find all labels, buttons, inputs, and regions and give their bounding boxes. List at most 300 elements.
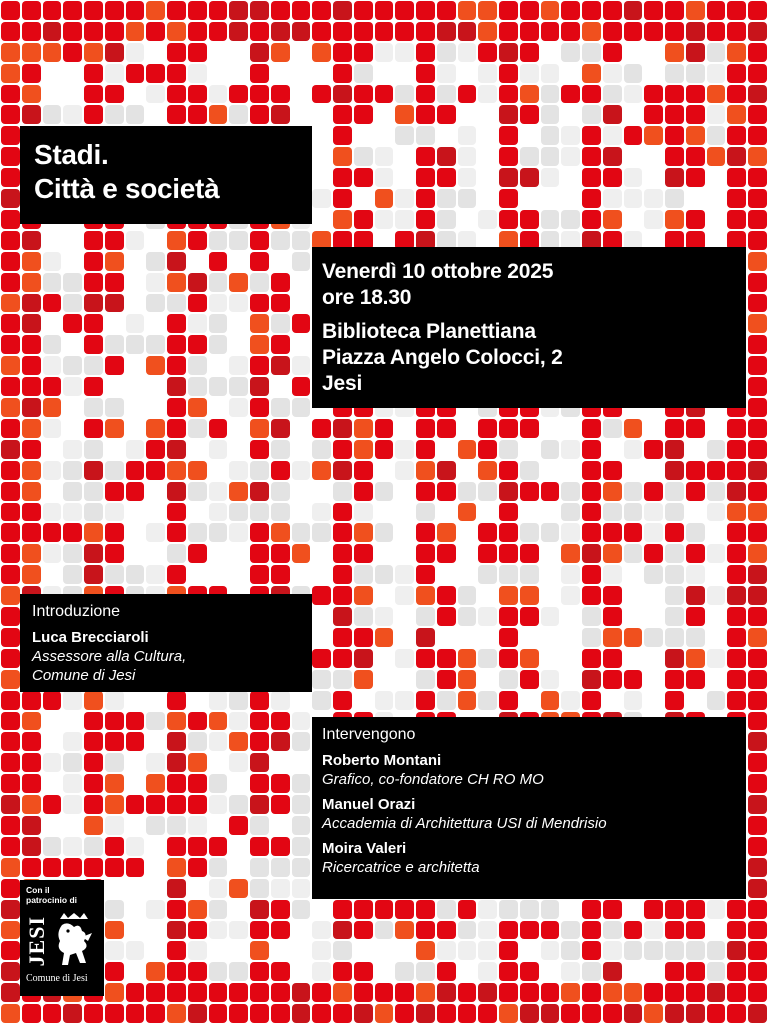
- mosaic-tile: [271, 482, 290, 501]
- mosaic-tile: [1, 921, 20, 940]
- mosaic-tile: [624, 628, 643, 647]
- mosaic-tile: [375, 503, 394, 522]
- mosaic-tile: [333, 126, 352, 145]
- mosaic-tile: [437, 565, 456, 584]
- mosaic-tile: [354, 649, 373, 668]
- mosaic-tile: [458, 983, 477, 1002]
- mosaic-tile: [437, 670, 456, 689]
- mosaic-tile: [271, 64, 290, 83]
- mosaic-tile: [126, 544, 145, 563]
- mosaic-tile: [478, 941, 497, 960]
- mosaic-tile: [686, 628, 705, 647]
- mosaic-tile: [644, 900, 663, 919]
- mosaic-tile: [416, 523, 435, 542]
- mosaic-tile: [22, 398, 41, 417]
- mosaic-tile: [541, 523, 560, 542]
- mosaic-tile: [748, 962, 767, 981]
- mosaic-tile: [375, 210, 394, 229]
- mosaic-tile: [271, 712, 290, 731]
- mosaic-tile: [84, 482, 103, 501]
- mosaic-tile: [727, 962, 746, 981]
- mosaic-tile: [292, 85, 311, 104]
- mosaic-tile: [1, 774, 20, 793]
- mosaic-tile: [292, 837, 311, 856]
- mosaic-tile: [312, 523, 331, 542]
- mosaic-tile: [271, 85, 290, 104]
- mosaic-tile: [541, 983, 560, 1002]
- mosaic-tile: [748, 231, 767, 250]
- mosaic-tile: [541, 1, 560, 20]
- mosaic-tile: [375, 440, 394, 459]
- mosaic-tile: [686, 691, 705, 710]
- mosaic-tile: [665, 105, 684, 124]
- mosaic-tile: [707, 64, 726, 83]
- mosaic-tile: [126, 565, 145, 584]
- mosaic-tile: [146, 231, 165, 250]
- mosaic-tile: [146, 85, 165, 104]
- mosaic-tile: [375, 43, 394, 62]
- mosaic-tile: [43, 1, 62, 20]
- mosaic-tile: [63, 43, 82, 62]
- mosaic-tile: [707, 691, 726, 710]
- mosaic-tile: [188, 482, 207, 501]
- mosaic-tile: [167, 503, 186, 522]
- mosaic-tile: [333, 168, 352, 187]
- mosaic-tile: [748, 43, 767, 62]
- mosaic-tile: [22, 544, 41, 563]
- mosaic-tile: [250, 273, 269, 292]
- mosaic-tile: [624, 64, 643, 83]
- mosaic-tile: [665, 64, 684, 83]
- mosaic-tile: [437, 503, 456, 522]
- speaker-role: Ricercatrice e architetta: [322, 859, 480, 876]
- mosaic-tile: [499, 670, 518, 689]
- mosaic-tile: [250, 419, 269, 438]
- mosaic-tile: [333, 147, 352, 166]
- mosaic-tile: [375, 921, 394, 940]
- mosaic-tile: [644, 962, 663, 981]
- mosaic-tile: [292, 1004, 311, 1023]
- mosaic-tile: [478, 85, 497, 104]
- mosaic-tile: [561, 941, 580, 960]
- mosaic-tile: [727, 983, 746, 1002]
- mosaic-tile: [354, 628, 373, 647]
- mosaic-tile: [561, 210, 580, 229]
- mosaic-tile: [478, 900, 497, 919]
- mosaic-tile: [603, 105, 622, 124]
- mosaic-tile: [748, 168, 767, 187]
- intro-role-line-2: Comune di Jesi: [32, 667, 136, 684]
- mosaic-tile: [458, 544, 477, 563]
- mosaic-tile: [395, 64, 414, 83]
- mosaic-tile: [748, 147, 767, 166]
- mosaic-tile: [229, 356, 248, 375]
- mosaic-tile: [458, 43, 477, 62]
- mosaic-tile: [354, 523, 373, 542]
- mosaic-tile: [126, 983, 145, 1002]
- mosaic-tile: [416, 1, 435, 20]
- mosaic-tile: [727, 64, 746, 83]
- mosaic-tile: [416, 22, 435, 41]
- mosaic-tile: [22, 858, 41, 877]
- speaker-item: [322, 839, 736, 877]
- mosaic-tile: [727, 419, 746, 438]
- mosaic-tile: [271, 544, 290, 563]
- mosaic-tile: [603, 147, 622, 166]
- mosaic-tile: [727, 523, 746, 542]
- mosaic-tile: [520, 523, 539, 542]
- mosaic-tile: [582, 482, 601, 501]
- mosaic-tile: [126, 774, 145, 793]
- mosaic-tile: [458, 607, 477, 626]
- mosaic-tile: [437, 64, 456, 83]
- mosaic-tile: [209, 105, 228, 124]
- mosaic-tile: [727, 189, 746, 208]
- mosaic-tile: [312, 105, 331, 124]
- mosaic-tile: [561, 670, 580, 689]
- mosaic-tile: [603, 189, 622, 208]
- mosaic-tile: [22, 356, 41, 375]
- mosaic-tile: [561, 900, 580, 919]
- mosaic-tile: [499, 607, 518, 626]
- mosaic-tile: [437, 482, 456, 501]
- mosaic-tile: [478, 544, 497, 563]
- mosaic-tile: [478, 670, 497, 689]
- mosaic-tile: [167, 900, 186, 919]
- mosaic-tile: [707, 900, 726, 919]
- event-time: ore 18.30: [322, 286, 412, 309]
- mosaic-tile: [271, 356, 290, 375]
- mosaic-tile: [84, 503, 103, 522]
- mosaic-tile: [375, 523, 394, 542]
- mosaic-tile: [22, 105, 41, 124]
- mosaic-tile: [209, 64, 228, 83]
- mosaic-tile: [250, 440, 269, 459]
- mosaic-tile: [748, 795, 767, 814]
- mosaic-tile: [167, 22, 186, 41]
- mosaic-tile: [748, 858, 767, 877]
- mosaic-tile: [458, 189, 477, 208]
- mosaic-tile: [63, 544, 82, 563]
- mosaic-tile: [209, 43, 228, 62]
- mosaic-tile: [395, 461, 414, 480]
- mosaic-tile: [188, 440, 207, 459]
- mosaic-tile: [686, 126, 705, 145]
- mosaic-tile: [188, 294, 207, 313]
- mosaic-tile: [229, 503, 248, 522]
- mosaic-tile: [748, 377, 767, 396]
- mosaic-tile: [520, 607, 539, 626]
- mosaic-tile: [395, 147, 414, 166]
- mosaic-tile: [333, 649, 352, 668]
- mosaic-tile: [333, 1004, 352, 1023]
- mosaic-tile: [188, 419, 207, 438]
- mosaic-tile: [541, 126, 560, 145]
- mosaic-tile: [292, 1, 311, 20]
- mosaic-tile: [84, 523, 103, 542]
- mosaic-tile: [63, 22, 82, 41]
- mosaic-tile: [520, 126, 539, 145]
- mosaic-tile: [541, 43, 560, 62]
- mosaic-tile: [146, 440, 165, 459]
- mosaic-tile: [1, 607, 20, 626]
- title-panel: [20, 126, 312, 224]
- mosaic-tile: [209, 900, 228, 919]
- mosaic-tile: [416, 941, 435, 960]
- mosaic-tile: [105, 565, 124, 584]
- mosaic-tile: [354, 983, 373, 1002]
- mosaic-tile: [748, 544, 767, 563]
- mosaic-tile: [146, 983, 165, 1002]
- mosaic-tile: [22, 523, 41, 542]
- mosaic-tile: [105, 774, 124, 793]
- mosaic-tile: [229, 43, 248, 62]
- mosaic-tile: [188, 837, 207, 856]
- mosaic-tile: [541, 921, 560, 940]
- mosaic-tile: [188, 565, 207, 584]
- mosaic-tile: [63, 273, 82, 292]
- mosaic-tile: [478, 105, 497, 124]
- mosaic-tile: [1, 419, 20, 438]
- mosaic-tile: [333, 105, 352, 124]
- mosaic-tile: [271, 900, 290, 919]
- introduction-panel: [20, 594, 312, 692]
- mosaic-tile: [22, 461, 41, 480]
- mosaic-tile: [686, 544, 705, 563]
- mosaic-tile: [43, 774, 62, 793]
- mosaic-tile: [582, 419, 601, 438]
- mosaic-tile: [416, 440, 435, 459]
- mosaic-tile: [229, 105, 248, 124]
- mosaic-tile: [292, 398, 311, 417]
- mosaic-tile: [126, 858, 145, 877]
- mosaic-tile: [333, 1, 352, 20]
- mosaic-tile: [437, 440, 456, 459]
- mosaic-tile: [603, 126, 622, 145]
- mosaic-tile: [1, 732, 20, 751]
- mosaic-tile: [582, 607, 601, 626]
- mosaic-tile: [603, 85, 622, 104]
- mosaic-tile: [354, 147, 373, 166]
- mosaic-tile: [395, 482, 414, 501]
- mosaic-tile: [146, 900, 165, 919]
- mosaic-tile: [561, 147, 580, 166]
- mosaic-tile: [292, 795, 311, 814]
- mosaic-tile: [188, 900, 207, 919]
- mosaic-tile: [167, 858, 186, 877]
- mosaic-tile: [478, 189, 497, 208]
- mosaic-tile: [126, 753, 145, 772]
- mosaic-tile: [707, 649, 726, 668]
- mosaic-tile: [167, 544, 186, 563]
- mosaic-tile: [126, 252, 145, 271]
- mosaic-tile: [209, 356, 228, 375]
- patronage-comune: Comune di Jesi: [26, 973, 88, 984]
- mosaic-tile: [333, 607, 352, 626]
- mosaic-tile: [250, 294, 269, 313]
- mosaic-tile: [520, 168, 539, 187]
- mosaic-tile: [437, 461, 456, 480]
- mosaic-tile: [603, 962, 622, 981]
- mosaic-tile: [271, 858, 290, 877]
- mosaic-tile: [541, 962, 560, 981]
- mosaic-tile: [354, 85, 373, 104]
- mosaic-tile: [105, 294, 124, 313]
- mosaic-tile: [167, 795, 186, 814]
- mosaic-tile: [437, 921, 456, 940]
- mosaic-tile: [437, 210, 456, 229]
- mosaic-tile: [84, 85, 103, 104]
- mosaic-tile: [354, 43, 373, 62]
- mosaic-tile: [229, 712, 248, 731]
- mosaic-tile: [582, 670, 601, 689]
- mosaic-tile: [1, 1004, 20, 1023]
- mosaic-tile: [146, 774, 165, 793]
- mosaic-tile: [1, 85, 20, 104]
- mosaic-tile: [727, 921, 746, 940]
- mosaic-tile: [84, 753, 103, 772]
- mosaic-tile: [312, 461, 331, 480]
- mosaic-tile: [126, 294, 145, 313]
- mosaic-tile: [748, 837, 767, 856]
- mosaic-tile: [603, 941, 622, 960]
- mosaic-tile: [520, 210, 539, 229]
- mosaic-tile: [395, 607, 414, 626]
- mosaic-tile: [375, 962, 394, 981]
- mosaic-tile: [43, 85, 62, 104]
- mosaic-tile: [167, 273, 186, 292]
- mosaic-tile: [499, 105, 518, 124]
- mosaic-tile: [271, 795, 290, 814]
- mosaic-tile: [624, 565, 643, 584]
- mosaic-tile: [520, 147, 539, 166]
- mosaic-tile: [167, 691, 186, 710]
- mosaic-tile: [707, 962, 726, 981]
- mosaic-tile: [209, 523, 228, 542]
- mosaic-tile: [43, 732, 62, 751]
- mosaic-tile: [665, 440, 684, 459]
- mosaic-tile: [478, 962, 497, 981]
- mosaic-tile: [395, 628, 414, 647]
- mosaic-tile: [707, 22, 726, 41]
- mosaic-tile: [146, 837, 165, 856]
- mosaic-tile: [63, 461, 82, 480]
- mosaic-tile: [63, 231, 82, 250]
- mosaic-tile: [603, 670, 622, 689]
- mosaic-tile: [167, 461, 186, 480]
- mosaic-tile: [209, 1004, 228, 1023]
- mosaic-tile: [707, 85, 726, 104]
- mosaic-tile: [126, 900, 145, 919]
- mosaic-tile: [541, 419, 560, 438]
- mosaic-tile: [271, 921, 290, 940]
- mosaic-tile: [229, 398, 248, 417]
- mosaic-tile: [271, 419, 290, 438]
- mosaic-tile: [188, 461, 207, 480]
- mosaic-tile: [250, 22, 269, 41]
- mosaic-tile: [603, 482, 622, 501]
- mosaic-tile: [541, 461, 560, 480]
- mosaic-tile: [665, 670, 684, 689]
- mosaic-tile: [707, 1, 726, 20]
- mosaic-tile: [167, 565, 186, 584]
- mosaic-tile: [292, 565, 311, 584]
- mosaic-tile: [188, 774, 207, 793]
- mosaic-tile: [707, 126, 726, 145]
- mosaic-tile: [126, 377, 145, 396]
- mosaic-tile: [63, 774, 82, 793]
- mosaic-tile: [707, 210, 726, 229]
- mosaic-tile: [1, 189, 20, 208]
- mosaic-tile: [395, 419, 414, 438]
- mosaic-tile: [292, 419, 311, 438]
- mosaic-tile: [312, 962, 331, 981]
- mosaic-tile: [126, 712, 145, 731]
- mosaic-tile: [209, 335, 228, 354]
- mosaic-tile: [686, 983, 705, 1002]
- mosaic-tile: [665, 126, 684, 145]
- mosaic-tile: [686, 147, 705, 166]
- mosaic-tile: [146, 816, 165, 835]
- mosaic-tile: [603, 168, 622, 187]
- mosaic-tile: [250, 252, 269, 271]
- mosaic-tile: [478, 983, 497, 1002]
- mosaic-tile: [250, 712, 269, 731]
- mosaic-tile: [105, 252, 124, 271]
- mosaic-tile: [126, 335, 145, 354]
- mosaic-tile: [271, 1004, 290, 1023]
- mosaic-tile: [748, 565, 767, 584]
- mosaic-tile: [271, 983, 290, 1002]
- mosaic-tile: [707, 941, 726, 960]
- mosaic-tile: [561, 983, 580, 1002]
- mosaic-tile: [84, 440, 103, 459]
- mosaic-tile: [748, 670, 767, 689]
- mosaic-tile: [603, 210, 622, 229]
- mosaic-tile: [105, 962, 124, 981]
- mosaic-tile: [375, 126, 394, 145]
- mosaic-tile: [209, 419, 228, 438]
- mosaic-tile: [1, 983, 20, 1002]
- mosaic-tile: [333, 210, 352, 229]
- mosaic-tile: [312, 440, 331, 459]
- mosaic-tile: [1, 900, 20, 919]
- mosaic-tile: [520, 649, 539, 668]
- mosaic-tile: [292, 816, 311, 835]
- mosaic-tile: [499, 168, 518, 187]
- mosaic-tile: [478, 586, 497, 605]
- mosaic-tile: [561, 64, 580, 83]
- mosaic-tile: [748, 440, 767, 459]
- mosaic-tile: [63, 691, 82, 710]
- mosaic-tile: [561, 482, 580, 501]
- mosaic-tile: [520, 670, 539, 689]
- mosaic-tile: [105, 753, 124, 772]
- mosaic-tile: [727, 461, 746, 480]
- mosaic-tile: [727, 544, 746, 563]
- mosaic-tile: [312, 670, 331, 689]
- mosaic-tile: [146, 941, 165, 960]
- mosaic-tile: [63, 105, 82, 124]
- mosaic-tile: [229, 732, 248, 751]
- mosaic-tile: [727, 43, 746, 62]
- mosaic-tile: [188, 921, 207, 940]
- mosaic-tile: [63, 523, 82, 542]
- mosaic-tile: [478, 921, 497, 940]
- mosaic-tile: [727, 503, 746, 522]
- mosaic-tile: [499, 85, 518, 104]
- mosaic-tile: [229, 294, 248, 313]
